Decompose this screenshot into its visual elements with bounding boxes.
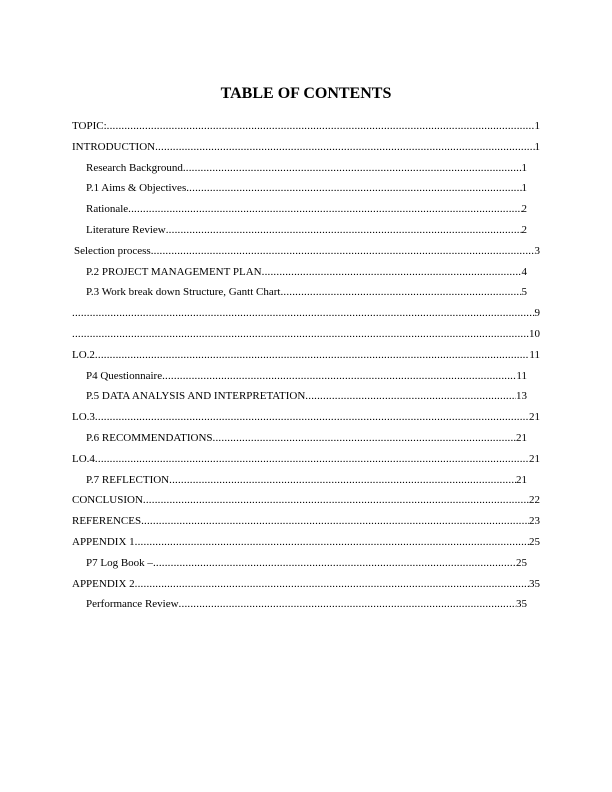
dot-leader [213,428,516,449]
dot-leader [141,511,529,532]
toc-entry-data-analysis[interactable] [86,386,527,407]
toc-entry-log-book[interactable] [86,553,527,574]
toc-entry-lo3[interactable] [72,407,540,428]
toc-entry-literature-review[interactable] [86,220,527,241]
dot-leader [95,345,529,366]
toc-entry-page: 4 [521,265,527,278]
toc-entry-label: P7 Log Book – [86,556,153,569]
toc-entry-appendix-1[interactable] [72,532,540,553]
toc-entry-page: 13 [516,390,527,403]
dot-leader [169,470,516,491]
toc-entry-label: Performance Review [86,598,179,611]
toc-entry-page: 21 [529,452,540,465]
dot-leader [135,532,529,553]
toc-entry-label: P.5 DATA ANALYSIS AND INTERPRETATION [86,390,306,403]
toc-entry-questionnaire[interactable] [86,366,527,387]
toc-entry-research-background[interactable] [86,158,527,179]
toc-entry-introduction[interactable] [72,137,540,158]
toc-entry-label: P.2 PROJECT MANAGEMENT PLAN [86,265,262,278]
toc-entry-page: 35 [529,577,540,590]
toc-entry-label: Selection process [74,244,151,257]
toc-entry-reflection[interactable] [86,470,527,491]
toc-entry-page: 21 [529,411,540,424]
toc-entry-label: P.7 REFLECTION [86,473,170,486]
dot-leader [151,241,535,262]
dot-leader [162,366,516,387]
toc-entry-label: CONCLUSION [72,494,143,507]
toc-entry-label: APPENDIX 1 [72,535,135,548]
toc-entry-page: 11 [529,348,540,361]
toc-entry-label: REFERENCES [72,515,142,528]
dot-leader [128,199,521,220]
toc-entry-page: 21 [516,473,527,486]
dot-leader [72,324,529,345]
toc-entry-page: 25 [516,556,527,569]
toc-entry-page: 25 [529,535,540,548]
toc-entry-page: 22 [529,494,540,507]
toc-entry-recommendations[interactable] [86,428,527,449]
dot-leader [135,574,529,595]
dot-leader [262,262,522,283]
dot-leader [179,594,516,615]
dot-leader [95,407,529,428]
dot-leader [72,303,535,324]
toc-entry-wbs-gantt[interactable] [86,282,527,303]
toc-entry-page: 35 [516,598,527,611]
dot-leader [305,386,516,407]
toc-entry-rationale[interactable] [86,199,527,220]
toc-entry-label: LO.4 [72,452,95,465]
dot-leader [143,490,529,511]
dot-leader [107,116,535,137]
toc-entry-label: INTRODUCTION [72,140,156,153]
toc-entry-page: 9 [534,307,540,320]
dot-leader [95,449,529,470]
toc-entry-label: Rationale [86,203,129,216]
toc-entry-conclusion[interactable] [72,490,540,511]
table-of-contents [72,116,542,615]
toc-entry-appendix-2[interactable] [72,574,540,595]
toc-entry-page: 2 [521,223,527,236]
toc-entry-page: 1 [534,140,540,153]
dot-leader [280,282,521,303]
toc-entry-page: 3 [534,244,540,257]
toc-entry-label: P.3 Work break down Structure, Gantt Chart [86,286,281,299]
dot-leader [155,137,534,158]
dot-leader [153,553,516,574]
toc-entry-untitled-9[interactable] [72,303,540,324]
toc-entry-lo4[interactable] [72,449,540,470]
toc-entry-topic[interactable] [72,116,540,137]
dot-leader [183,158,522,179]
toc-entry-label: Literature Review [86,223,166,236]
toc-entry-page: 1 [521,182,527,195]
toc-entry-page: 5 [521,286,527,299]
toc-entry-label: TOPIC: [72,120,107,132]
toc-entry-label: APPENDIX 2 [72,577,135,590]
dot-leader [186,178,521,199]
toc-entry-page: 11 [516,369,527,382]
toc-entry-label: P4 Questionnaire [86,369,163,382]
toc-entry-label: P.1 Aims & Objectives [86,182,187,195]
page-title: TABLE OF CONTENTS [220,85,392,102]
toc-entry-references[interactable] [72,511,540,532]
toc-entry-project-management-plan[interactable] [86,262,527,283]
toc-entry-performance-review[interactable] [86,594,527,615]
toc-entry-label: Research Background [86,161,183,174]
toc-entry-label: LO.3 [72,411,95,424]
toc-entry-aims-objectives[interactable] [86,178,527,199]
toc-entry-label: P.6 RECOMMENDATIONS [86,431,213,444]
dot-leader [166,220,522,241]
toc-entry-page: 10 [529,327,540,340]
toc-entry-untitled-10[interactable] [72,324,540,345]
toc-entry-page: 21 [516,431,527,444]
toc-entry-page: 23 [529,515,540,528]
toc-entry-page: 2 [521,203,527,216]
toc-entry-selection-process[interactable] [74,241,540,262]
toc-entry-page: 1 [521,161,527,174]
toc-entry-page: 1 [534,120,540,132]
toc-entry-label: LO.2 [72,348,95,361]
toc-entry-lo2[interactable] [72,345,540,366]
